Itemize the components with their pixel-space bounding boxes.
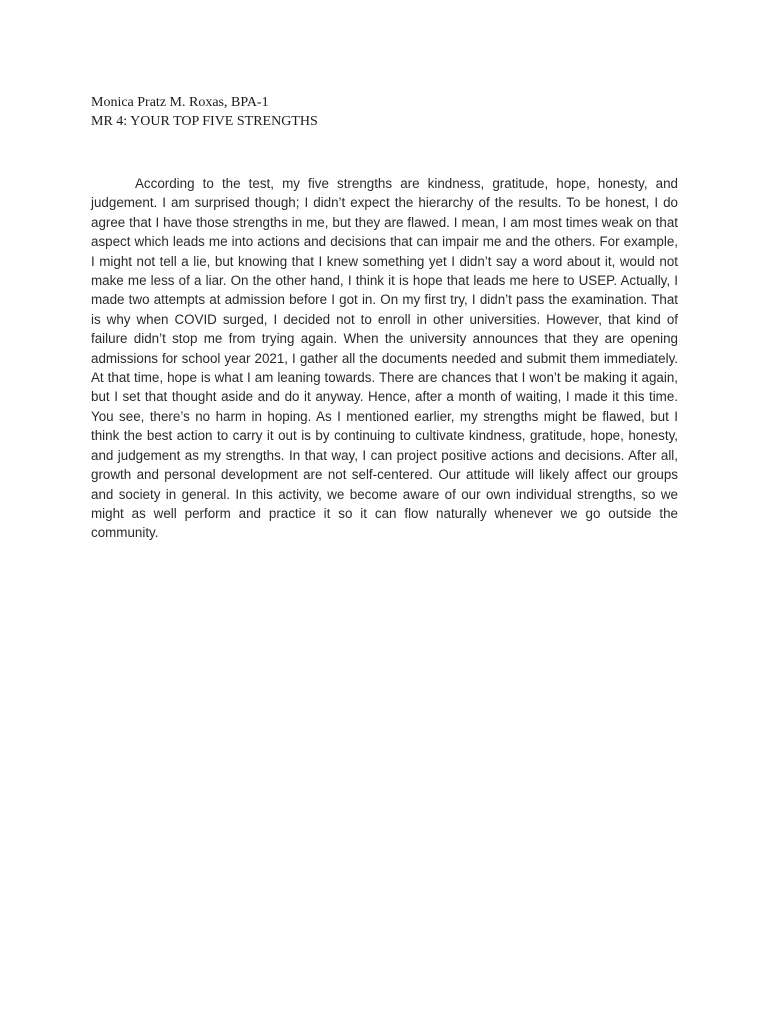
- essay-paragraph: According to the test, my five strengths are kindness, gratitude, hope, honesty, and judgement. I am surprised though; I didn’t expect the hierarchy of the results. To be honest, I do agree that I have those strengths in me, but they are flawed. I mean, I am most times weak on that aspect which leads me into actions and decisions that can impair me and the others. For example, I might not tell a lie, but knowing that I knew something yet I didn’t say a word about it, would not make me less of a liar. On the other hand, I think it is hope that leads me here to USEP. Actually, I made two attempts at admission before I got in. On my first try, I didn’t pass the examination. That is why when COVID surged, I decided not to enroll in other universities. However, that kind of failure didn’t stop me from trying again. When the university announces that they are opening admissions for school year 2021, I gather all the documents needed and submit them immediately. At that time, hope is what I am leaning towards. There are chances that I won’t be making it again, but I set that thought aside and do it anyway. Hence, after a month of waiting, I made it this time. You see, there’s no harm in hoping. As I mentioned earlier, my strengths might be flawed, but I think the best action to carry it out is by continuing to cultivate kindness, gratitude, hope, honesty, and judgement as my strengths. In that way, I can project positive actions and decisions. After all, growth and personal development are not self-centered. Our attitude will likely affect our groups and society in general. In this activity, we become aware of our own individual strengths, so we might as well perform and practice it so it can flow naturally whenever we go outside the community.: [91, 176, 678, 541]
- assignment-title: MR 4: YOUR TOP FIVE STRENGTHS: [91, 114, 318, 129]
- document-header: [91, 93, 691, 131]
- author-line: Monica Pratz M. Roxas, BPA-1: [91, 95, 269, 110]
